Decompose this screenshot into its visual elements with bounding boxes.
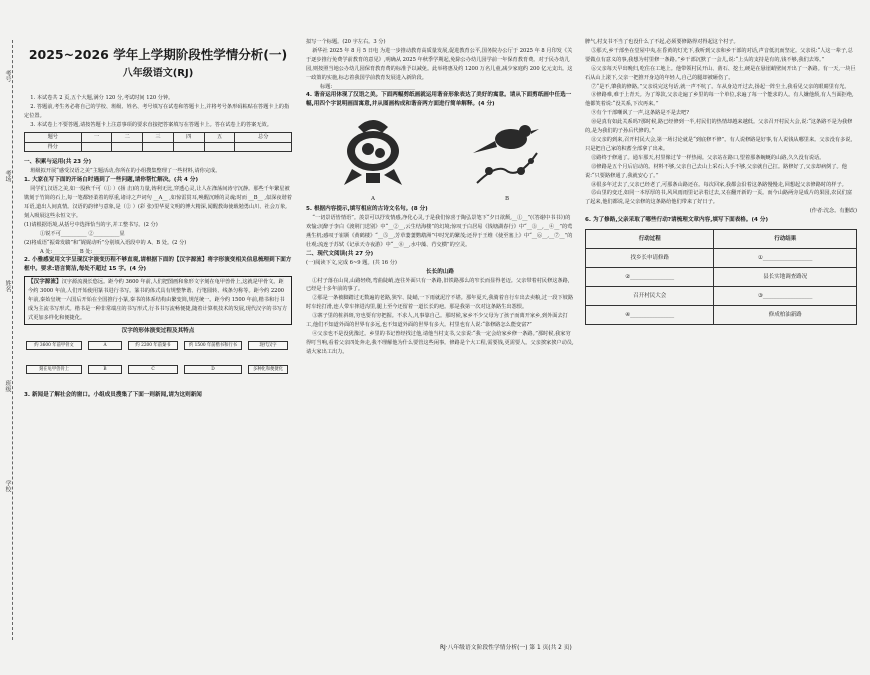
diagram-box[interactable]: A xyxy=(88,341,122,350)
table-answer-cell[interactable]: ②________________ xyxy=(586,268,714,287)
question-1-1-blanks[interactable]: ①锐不可__________ ②__________显 xyxy=(40,230,125,237)
table-cell: 县长实地调查路况 xyxy=(714,268,857,287)
question-1-2-blanks[interactable]: A 处:__________ B 处:__________ xyxy=(40,248,119,255)
subsection-1: (一)阅读下文,完成 6~9 题。(共 16 分) xyxy=(306,259,397,266)
exam-subtitle: 八年级语文(RJ) xyxy=(122,68,194,79)
score-cell: 题号 xyxy=(25,132,82,142)
score-input-cell[interactable] xyxy=(173,142,204,152)
score-input-cell[interactable] xyxy=(235,142,292,152)
binding-label-name: 姓名 xyxy=(4,280,11,292)
papercut-b xyxy=(452,113,562,203)
essay-paragraph: ⑤那天,乡干部坐在堂屋中央,在昏黄的灯光下,我听到父亲和乡干部的对话,声音低沉而坚定。父亲说:“人这一辈子,总要做点有意义的事,我想为村里修一条路。”乡干部沉默了一会儿,说:“上头的支持是有的,钱不够,我们去筹。” xyxy=(585,47,853,63)
note-2: 2. 答题前,考生务必将自己的学校、班级、姓名、考号填写在试卷和答题卡上,并将考号条形码粘贴在答题卡上的指定位置。 xyxy=(24,103,290,119)
question-5-passage: “一切景语皆情语”。羡景可以抒发情感,净化心灵,于是我们惊喜于陶弘景笔下“夕日欲颓,__①__”(《答谢中书书》)的欢愉;沉醉于李白《渡荆门送别》中“__②__,云生结海楼”的幻境;惊叹于白居易《钱塘湖春行》中“__③__,__④__”的莺燕生机;感叹于崔颢《黄鹤楼》“__⑤__,芳草萋萋鹦鹉洲”中时光的繁茂;还异于王维《使至塞上》中“__⑥__,__⑦__”的壮观;流连于苏轼《记承天寺夜游》中“__⑧__,水中藻、荇交横”的空灵。 xyxy=(306,215,573,248)
news-text: 新华社 2025 年 8 月 5 日电 为进一步推动教育高质量发展,促进教育公平,国务院办公厅于 2025 年 8 月印发《关于逐步推行免费学前教育的意见》,明确从 2025 年秋季学期起,免除公办幼儿园学前一年保育教育费。对于民办幼儿园,则按照当地公办幼儿园保育教育费的标准予以减免。此举将惠及约 1200 万名儿童,减少家庭约 200 亿元支出。这一政策的实施,标志着我国学前教育发展进入新阶段。 xyxy=(306,47,573,81)
question-1-2: (2)将成语“振聋发聩”和“娓娓动听”分别填入语段中的 A、B 处。(2 分) xyxy=(24,239,187,246)
action-table xyxy=(585,229,857,325)
essay-paragraph: ⑧修路难,难于上青天。为了筹款,父亲走遍了乡里的每一个单位,求遍了每一个能求的人。有人嫌他烦,有人当面拒绝,他都笑着说:“没关系,下次再来。” xyxy=(585,92,854,108)
essay-paragraph: ⑥父亲每天早出晚归,吃住在工地上。他带领村民开山、凿石、挖土,硬是在悬崖峭壁间开出了一条路。有一天,一块巨石从山上滚下,父亲一把推开身边的年轻人,自己的腿却被砸伤了。 xyxy=(585,65,856,81)
essay-paragraph: ⑨有个干部嘲讽了一声,这条路是不是去吧? xyxy=(591,110,690,117)
score-cell: 三 xyxy=(143,132,174,142)
essay-paragraph: ④父亲也不是没犹豫过。乡里的书记曾经找过他,请他当村支书,父亲说:“我一定会给家乡修一条路。”那时候,我家穷得叮当响,看着父亲四处奔走,我不理解他为什么要管这些闲事。修路是个大工程,需要钱,更需要人。父亲挨家挨户动员,请大家出工出力。 xyxy=(306,330,574,355)
diagram-title: 汉字的形体演变过程及其特点 xyxy=(121,327,195,334)
diagram-box[interactable]: C xyxy=(128,365,178,374)
papercut-a xyxy=(318,113,428,203)
exam-title: 2025~2026 学年上学期阶段性学情分析(一) xyxy=(28,47,288,62)
source-box-text: 汉字源流漫长悠远。距今约 3600 年前,人们把图画和象形文字刻在龟甲兽骨上,这就是甲骨文。距今约 3000 年前,人们开始使用篆书进行书写。篆书的体式具有规整挚谐、行笔圆转、线条匀称等。距今约 2200 年前,秦始皇统一六国后开始在全国推行小篆,秦书的体系结构由繁变简,规范统一。距今约 1500 年前,楷书和行书成为主流书写形式。楷书是一种非常端庄的书写形式,行书书写流畅便捷,随着计算机技术的发展,现代汉字的书写方式更加多样化和便捷化。 xyxy=(28,279,288,321)
question-1-1: (1)请根据语境,从括号中选择恰当的字,并工整书写。(2 分) xyxy=(24,221,158,228)
figure-a-label: A xyxy=(371,196,375,203)
score-input-cell[interactable] xyxy=(81,142,112,152)
essay-paragraph: ③寨子里的桩斜斑,穷也要有穷把握。不求人,凡事靠自己。那时候,家乡不少父母为了孩子而离开家乡,到外面去打工,他们不知道外面的世界有多远,也不知道外面的世界有多大。村里也有人说:“靠修路怎么能变富?” xyxy=(306,313,568,329)
diagram-box: 多种化和便捷化 xyxy=(248,365,288,374)
diagram-box: 约 3600 年前甲骨文 xyxy=(26,341,82,350)
score-input-cell[interactable] xyxy=(112,142,143,152)
binding-label-kaohao: 考号 xyxy=(4,70,11,82)
magpie-papercut-icon xyxy=(467,113,547,191)
page-footer: RJ·八年级语文阶段性学情分析(一) 第 1 页(共 2 页) xyxy=(440,645,572,651)
column-1 xyxy=(24,38,292,632)
diagram-box: 约 1500 年前楷书和行书 xyxy=(184,341,242,350)
essay-paragraph: ⑭很多年过去了,父亲已经老了,可那条山路还在。每次回家,我都会沿着这条路慢慢走,回想起父亲修路时的样子。 xyxy=(591,181,847,188)
table-row xyxy=(586,249,857,268)
essay-paragraph: ⑦“是不,肇我的修路。”父亲说完这句话,就一声不吭了。车从身边开过去,扬起一阵尘土,我看见父亲的眼睛里有光。 xyxy=(591,83,850,90)
essay-paragraph: ①村子落在山岗,山路轻绕,弯曲陡峭,连往外面只有一条路,旧铁路那么的窄长而显得老迈。父亲带着村民修这条路,已经是十多年前的事了。 xyxy=(306,277,570,293)
binding-margin xyxy=(0,0,16,675)
question-6: 6. 为了修路,父亲采取了哪些行动?请梳理文章内容,填写下面表格。(4 分) xyxy=(585,217,769,224)
table-header: 行动过程 xyxy=(586,230,714,249)
table-answer-cell[interactable]: ③__________________ xyxy=(714,287,857,306)
essay-paragraph: ⑮山里的变迁,如同一本厚厚的书,风风雨雨里记录着过去,又在翻开新的一页。而今山路两旁是成片的果园,农民们富了起来,他们都说,是父亲修的这条路给他们带来了好日子。 xyxy=(585,190,853,206)
binding-label-kaochang: 考场 xyxy=(4,170,11,182)
source-box-label: 【汉字源流】 xyxy=(28,279,62,286)
column-3 xyxy=(585,38,857,642)
binding-label-class: 班级 xyxy=(4,380,11,392)
essay-paragraph: 脾气,村支书不当了也没什么了不起,必须要修路得对得起这个村子。 xyxy=(585,39,739,45)
title-blank[interactable]: 标题:________________________________ xyxy=(320,83,416,90)
essay-paragraph: ⑬修路是五个月后启动的。材料不够,父亲自己去山上采石;人手不够,父亲就自己扛。路修好了,父亲却病倒了。他说:“只要路修通了,我就安心了。” xyxy=(585,163,847,179)
score-cell: 四 xyxy=(173,132,204,142)
diagram-box[interactable]: D xyxy=(184,365,242,374)
note-1: 1. 本试卷共 2 页,五个大题,满分 120 分,考试时间 120 分钟。 xyxy=(30,95,174,101)
diagram-box[interactable]: B xyxy=(88,365,122,374)
question-4: 4. 谐音运用体现了汉语之美。下面两幅剪纸画就运用谐音形象表达了美好的寓意。请从下面剪纸画中任选一幅,用四个字说明画面寓意,并从图画构成和谐音两方面进行简单解释。(4 分) xyxy=(306,92,572,108)
essay-paragraph: ⑫路终于修通了。通车那天,村里像过节一样热闹。父亲站在路口,望着那条蜿蜒的山路,久久没有说话。 xyxy=(591,154,825,161)
section-2-heading: 二、现代文阅读(共 27 分) xyxy=(306,250,374,257)
table-header: 行动结果 xyxy=(714,230,857,249)
table-cell: 召开村民大会 xyxy=(586,287,714,306)
diagram-box: 刻在龟甲兽骨上 xyxy=(26,365,82,374)
essay-paragraph: ⑪父亲的到来,召开村民大会,第一场讨论就是“到底修不修”。有人说修路是好事,有人说钱从哪里来。父亲没有多说,只是把自己家的积蓄全部拿了出来。 xyxy=(585,136,853,152)
notes xyxy=(24,94,292,130)
essay-title: 长长的山路 xyxy=(426,268,454,275)
essay-paragraph: ⑩是真有如此关系吗?那时候,路已经修到一半,村民们的热情却越来越低。父亲召开村民大会,说:“这条路不是为我修的,是为我们的子孙后代修的。” xyxy=(585,119,853,135)
diagram-box: 约 2200 年前秦书 xyxy=(128,341,178,350)
evolution-diagram xyxy=(24,327,292,389)
question-1-passage: 同学们,汉语之美,如一股秋千可（① ）(扬 击)的力量,铸利无比,穿透心灵,让人在涤荡间涛守沉静。那些千年繁星被镌刻于竹简的石上,每一笔都轻柔着的厚重,诸诗之声词句 __A__ ,如惊雷贯耳,唤醒沉睡的灵魂;时而 __B__ ,似深夜谐着耳语,道出人间真情。汉语的韵律与意象,是（② ）(彩 张)里华夏文明的博大精深,闻醒教诲使载勉勇山川、社会万象,刻入吸展这些永恒文字。 xyxy=(24,186,292,219)
table-answer-cell[interactable]: ①__________________ xyxy=(714,249,857,268)
question-3: 3. 新闻是了解社会的窗口。小组成员搜集了下面一则新闻,请为这则新闻 xyxy=(24,391,202,398)
score-cell: 五 xyxy=(204,132,235,142)
source-box xyxy=(24,276,292,325)
fish-papercut-icon xyxy=(338,113,408,191)
score-input-cell[interactable] xyxy=(143,142,174,152)
table-row xyxy=(586,306,857,325)
figure-b-label: B xyxy=(504,196,510,203)
table-row xyxy=(586,287,857,306)
score-cell: 一 xyxy=(81,132,112,142)
question-2: 2. 小雅感觉用文字呈现汉字演变历程不够直观,请根据下面的【汉字源流】将字形演变相关信息梳理到下面方框中。要求:语言简洁,每处不超过 15 字。(4 分) xyxy=(24,257,292,273)
score-cell: 得分 xyxy=(25,142,82,152)
binding-label-school: 学校 xyxy=(4,480,11,492)
essay-author: (作者:沈念。有删改) xyxy=(809,208,857,215)
table-row xyxy=(586,268,857,287)
note-3: 3. 本试卷上不要答题,请按答题卡上注意事项的要求直接把答案填写在答题卡上。答在试卷上的答案无效。 xyxy=(30,121,272,128)
question-5: 5. 根据内容提示,填写相应的古诗文名句。(8 分) xyxy=(306,206,428,213)
question-3-continued: 拟写一个标题。(20 字左右。3 分) xyxy=(306,39,386,45)
table-answer-cell[interactable]: ④________________ xyxy=(586,306,714,325)
essay-paragraph: ②那是一条被脚踏过无数遍的老路,狭窄、陡峭,一下雨就泥泞不堪。那年夏天,我骑着自行车出去卖粮,过一段下坡路时车轮打滑,连人带车摔进沟里,腿上至今还留着一道长长的疤。那是我第一次对这条路生出怨恨。 xyxy=(306,295,574,311)
score-table xyxy=(24,132,292,153)
score-input-cell[interactable] xyxy=(204,142,235,152)
section-1-heading: 一、积累与运用(共 23 分) xyxy=(24,159,92,166)
diagram-box: 现代汉字 xyxy=(248,341,288,350)
table-cell: 修成柏油新路 xyxy=(714,306,857,325)
column-2 xyxy=(306,38,574,642)
question-1: 1. 大家在写下面的开场白时遇到了一些问题,请你帮忙解决。(共 4 分) xyxy=(24,177,199,184)
papercut-figures xyxy=(306,113,574,203)
table-cell: 找乡长申请修路 xyxy=(586,249,714,268)
score-cell: 二 xyxy=(112,132,143,142)
section-1-intro: 班级拟开展“感受汉语之美”主题活动,你所在的小组搜集整理了一些材料,请你完成。 xyxy=(30,168,221,175)
cut-line xyxy=(12,40,13,640)
score-cell: 总分 xyxy=(235,132,292,142)
